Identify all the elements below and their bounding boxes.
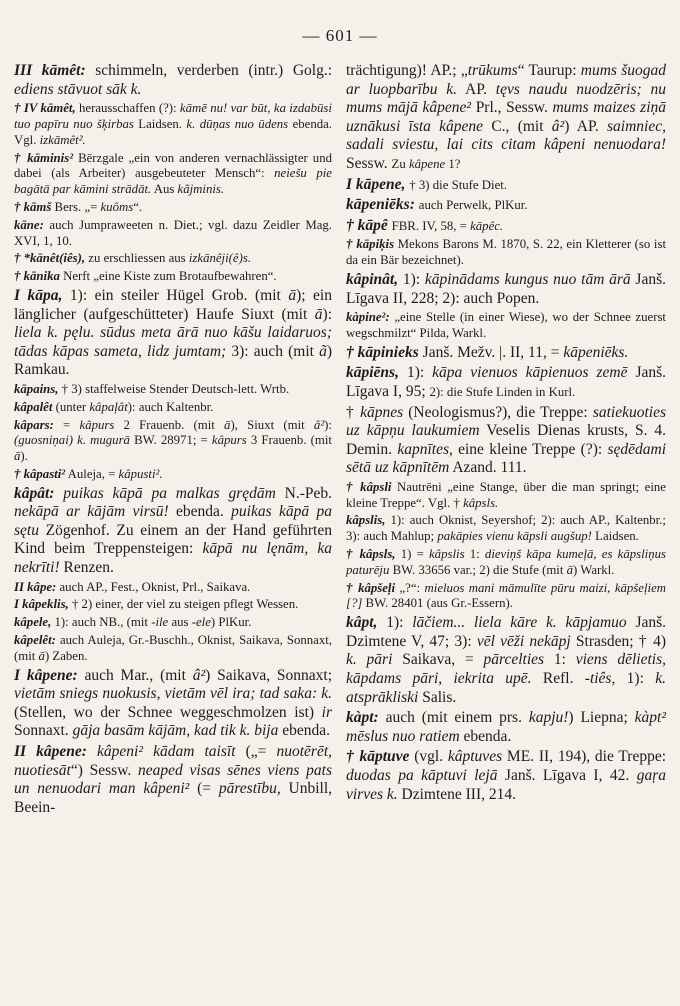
entry-example: satiekuoties uz kāpņu laukumiem	[346, 403, 666, 440]
entry-text: Refl.	[531, 670, 585, 688]
entry-example: pārcelties	[483, 651, 545, 669]
entry-text: (unter	[52, 399, 90, 414]
entry-headword: † *kānêt(iês),	[14, 251, 86, 266]
entry-headword: III kāmêt:	[14, 62, 86, 79]
entry-example: kapju!	[528, 709, 569, 727]
entry-example: kâpslis	[429, 547, 465, 562]
entry-text: Nerft „eine Kiste zum Brotaufbewahren“.	[59, 269, 277, 284]
entry-headword: † kâpsli	[346, 479, 392, 494]
entry-example: sędēdami sētā uz kāpnītēm	[346, 440, 666, 477]
entry-text: “.	[133, 199, 143, 214]
dictionary-entry	[346, 404, 666, 478]
entry-text: Sonnaxt.	[14, 722, 73, 740]
entry-headword: kâpele,	[14, 615, 52, 630]
entry-example: â²	[313, 417, 325, 432]
entry-example: viens dēlietis, kāpdams pāri, iekrita upē.	[346, 651, 667, 688]
entry-headword: † kānika	[14, 269, 60, 284]
entry-text: †	[346, 403, 361, 421]
entry-example: pārestību,	[218, 780, 281, 798]
entry-example: kâpsls.	[463, 495, 499, 510]
entry-example: kâpeni² kādam taisīt	[97, 743, 236, 761]
entry-text: Laidsen.	[133, 116, 187, 131]
entry-headword: kâpelêt:	[14, 633, 56, 648]
entry-text	[87, 743, 97, 760]
entry-example: â²	[551, 117, 565, 135]
entry-example: kāpeniēks.	[563, 343, 629, 361]
entry-text	[54, 485, 63, 502]
dictionary-entry	[14, 467, 332, 483]
entry-text: ):	[324, 417, 332, 432]
entry-text: Azand. 111.	[449, 459, 527, 477]
entry-text: Unbill, Beein-	[14, 780, 333, 816]
entry-example: trūkums	[467, 62, 518, 79]
entry-headword: II kâpene:	[14, 743, 87, 761]
entry-example: puikas kāpā pa malkas grędām	[63, 484, 276, 502]
entry-text: Saikava, =	[392, 651, 484, 669]
dictionary-entry	[14, 615, 332, 631]
dictionary-entry	[14, 251, 332, 267]
entry-text: ) Liepna;	[568, 709, 635, 727]
entry-headword: I kāpa,	[14, 286, 63, 304]
entry-text: 1) =	[395, 547, 429, 562]
dictionary-entry	[14, 382, 332, 398]
entry-example: mieluos mani māmulīte pūru maizi, kāpšeļiem [?]	[346, 580, 666, 611]
entry-headword: kàpt:	[346, 709, 379, 727]
entry-headword: † kāpinieks	[346, 343, 419, 361]
entry-example: liela k. pęlu. sūdus meta ārā nuo kāšu laidaruos; tādas kāpas sameta, lidz jumtam;	[14, 324, 332, 360]
entry-example: ã	[319, 342, 327, 360]
entry-example: ediens stāvuot sāk k.	[14, 80, 142, 98]
entry-example: izkānêji(ê)s.	[188, 251, 252, 266]
entry-text: 1):	[615, 670, 656, 688]
entry-example: dieviņš kāpa kumeļā, es kāpsliņus paturēju	[346, 547, 666, 577]
entry-example: lāčiem... liela kāre k. kāpjamuo	[412, 614, 627, 632]
entry-text: BW. 28971; =	[129, 433, 212, 448]
dictionary-entry	[14, 151, 332, 198]
entry-text: 1):	[398, 364, 433, 382]
dictionary-entry	[14, 269, 332, 285]
dictionary-entry	[14, 633, 332, 665]
entry-example: neiešu pie bagātā par kāmini strādāt.	[14, 166, 332, 197]
entry-headword: I kâpeklis,	[14, 597, 69, 612]
entry-note: Zu	[391, 156, 409, 171]
entry-text: (vgl.	[409, 748, 448, 766]
entry-text: trächtigung)! AP.; „	[346, 62, 468, 79]
entry-text: Dzimtene III, 214.	[397, 785, 517, 803]
entry-note: FBR. IV, 58, =	[391, 218, 471, 233]
entry-text: 1): auch Oknist, Seyershof; 2): auch AP., Kaltenbr.; 3): auch Mahlup;	[346, 513, 666, 544]
dictionary-entry	[346, 480, 666, 512]
entry-example: k. dūņas nuo ūdens	[186, 116, 289, 131]
entry-headword: kāpiēns,	[346, 364, 399, 382]
entry-text: auch Mar., (mit	[77, 666, 193, 684]
entry-headword: kâpt,	[346, 614, 378, 632]
entry-example: ā	[288, 286, 297, 304]
entry-note-italic: kâpene	[408, 156, 446, 171]
dictionary-entry	[14, 580, 332, 596]
entry-example: kāpa vienuos kāpienuos zemē	[432, 364, 628, 382]
entry-text: ebenda.	[168, 503, 232, 521]
entry-headword: II kâpe:	[14, 579, 57, 594]
entry-text: Renzen.	[59, 559, 114, 577]
dictionary-entry	[346, 217, 666, 236]
entry-text: auch Jumpraweeten n. Diet.; vgl. dazu Zeidler Mag. XVI, 1, 10.	[14, 217, 332, 248]
entry-example: mums maizes ziņā uznākusi īsta kâpene	[346, 99, 667, 135]
dictionary-entry	[14, 218, 332, 250]
entry-example: saimniec, sadali sviestu, lai cits citam kâpeni nenuodara!	[346, 117, 666, 154]
dictionary-entry	[14, 400, 332, 416]
entry-headword: kàpine²:	[346, 310, 390, 325]
entry-example: kāpnes	[360, 403, 404, 421]
entry-text: Janš. Mežv. |. II, 11, =	[418, 343, 564, 361]
entry-example: vietām sniegs nuokusis, vietām vēl ira; tad saka: k.	[14, 685, 332, 703]
entry-text: =	[53, 417, 80, 432]
entry-example: kuôms	[100, 199, 134, 214]
dictionary-entry	[346, 581, 666, 613]
entry-text: ).	[20, 449, 28, 464]
right-column	[346, 62, 666, 806]
entry-headword: † kāmš	[14, 199, 52, 214]
entry-example: -ile	[151, 615, 169, 630]
entry-headword: kāpeniēks:	[346, 196, 415, 214]
entry-text: Prl., Sessw.	[471, 99, 553, 117]
entry-example: tęvs naudu nuodzēris; nu mums mājā kâpene²	[346, 80, 666, 117]
dictionary-entry	[346, 748, 666, 804]
entry-text: (=	[189, 780, 219, 798]
entry-text: “ Taurup:	[517, 62, 581, 79]
entry-text: ) AP.	[564, 117, 608, 135]
entry-example: ā	[14, 449, 21, 464]
dictionary-entry	[346, 513, 666, 545]
dictionary-entry	[14, 62, 332, 99]
dictionary-entry	[14, 287, 332, 380]
entry-headword: I kâpene:	[14, 666, 78, 684]
entry-text: 1:	[464, 547, 485, 562]
entry-text: auch AP., Fest., Oknist, Prl., Saikava.	[56, 579, 251, 594]
entry-text: 1):	[398, 270, 425, 288]
entry-text: C., (mit	[483, 117, 552, 135]
entry-example: kapnītes,	[397, 440, 453, 458]
entry-text: BW. 33656 var.; 2) die Stufe (mit	[389, 562, 567, 577]
entry-example: ir	[321, 703, 332, 721]
entry-text: Aus	[151, 182, 178, 197]
entry-text: „?“:	[395, 580, 425, 595]
entry-example: gāja basām kājām, kad tik k. bija	[72, 722, 279, 740]
entry-text: 2 Frauenb. (mit	[114, 417, 225, 432]
entry-text: ) Zaben.	[44, 648, 88, 663]
entry-text: ME. II, 194), die Treppe:	[502, 748, 667, 766]
entry-text: Janš. Līgava I, 95;	[346, 364, 667, 400]
entry-example: k. pāri	[346, 651, 393, 669]
entry-example: kâptuves	[447, 748, 503, 766]
dictionary-entry	[346, 709, 666, 746]
entry-text: AP.	[457, 80, 496, 98]
entry-headword: † kāminis²	[14, 150, 74, 165]
entry-example: ā	[566, 562, 574, 577]
entry-example: pakāpies vienu kāpsli augšup!	[437, 529, 592, 544]
entry-example: kâpusti².	[118, 466, 163, 481]
entry-example: -tiês,	[584, 670, 616, 688]
entry-headword: † kâpsls,	[346, 547, 396, 562]
entry-note: auch Perwelk, PlKur.	[418, 198, 528, 213]
entry-text: BW. 28401 (aus Gr.-Essern).	[362, 596, 513, 611]
entry-note: 1?	[445, 156, 461, 171]
entry-text: “) Sessw.	[70, 761, 138, 779]
entry-text: ) Ramkau.	[14, 342, 333, 379]
entry-example: kāpinādams kungus nuo tām ārā	[424, 270, 631, 288]
entry-text: aus	[168, 615, 192, 630]
dictionary-entry	[346, 344, 666, 363]
entry-headword: † kāpê	[346, 216, 388, 234]
left-column	[14, 62, 332, 819]
entry-text: ):	[322, 305, 332, 323]
dictionary-entry	[346, 271, 666, 308]
entry-example: puikas kāpā pa sętu	[14, 503, 332, 539]
entry-text: zu erschliessen aus	[85, 251, 189, 266]
entry-headword: † kāpiķis	[346, 237, 395, 252]
entry-example: ā	[224, 417, 231, 432]
entry-text: (Neologismus?), die Treppe:	[403, 403, 593, 421]
entry-headword: kāpains,	[14, 381, 59, 396]
entry-example: ā	[314, 305, 323, 323]
entry-headword: I kāpene,	[346, 175, 406, 193]
entry-text: Mekons Barons M. 1870, S. 22, ein Kletterer (so ist da ein Bär bezeichnet).	[346, 237, 666, 268]
entry-text: Bers. „=	[51, 199, 101, 214]
entry-text: („=	[235, 743, 277, 761]
dictionary-entry	[346, 614, 666, 707]
entry-example: duodas pa kāptuvi lejā	[346, 767, 498, 784]
entry-example: izkāmêt².	[39, 132, 86, 147]
entry-example: kâpurs	[79, 417, 115, 432]
page-number: — 601 —	[302, 26, 378, 45]
entry-text: ebenda.	[459, 727, 512, 745]
entry-text: herausschaffen (?):	[75, 101, 180, 116]
entry-text: ebenda.	[278, 722, 330, 740]
entry-text: Laidsen.	[591, 529, 639, 544]
entry-headword: kâpars:	[14, 417, 54, 432]
entry-text: † 2) einer, der viel zu steigen pflegt Wessen.	[68, 597, 299, 612]
entry-text: „eine Stelle (in einer Wiese), wo der Schnee zuerst wegschmilzt“ Pilda, Warkl.	[346, 310, 666, 340]
entry-text: 1): ein steiler Hügel Grob. (mit	[62, 286, 289, 304]
entry-text: Nautrēni „eine Stange, über die man springt; eine kleine Treppe“. Vgl. †	[346, 479, 666, 510]
entry-text: Bērzgale „ein von anderen vernachlässigter und dabei (als Arbeiter) ausgebeuteter Mensch“:	[14, 150, 332, 181]
entry-text: (Stellen, wo der Schnee weggeschmolzen ist)	[14, 703, 322, 721]
entry-example: kâpurs	[211, 433, 247, 448]
entry-text: auch Auleja, Gr.-Buschh., Oknist, Saikava, Sonnaxt, (mit	[14, 633, 332, 663]
entry-headword: kāne:	[14, 217, 44, 232]
entry-text: Janš. Līgava I, 42.	[497, 767, 637, 784]
entry-text: 1):	[377, 614, 413, 632]
entry-text: ) PlKur.	[210, 615, 252, 630]
entry-example: ā	[38, 648, 45, 663]
entry-text: Janš. Dzimtene V, 47; 3):	[346, 614, 667, 650]
dictionary-entry	[14, 418, 332, 465]
entry-text: Strasden; † 4)	[570, 632, 666, 650]
entry-note: † 3) die Stufe Diet.	[409, 177, 508, 192]
entry-example: k. atsprākliski	[346, 670, 666, 706]
entry-text: schimmeln, verderben (intr.) Golg.:	[85, 62, 333, 79]
entry-text: 1:	[544, 651, 576, 669]
dictionary-entry	[14, 667, 332, 741]
entry-example: nuotērēt, nuotiesāt	[14, 743, 333, 779]
dictionary-entry	[346, 176, 666, 195]
dictionary-entry	[14, 597, 332, 613]
entry-example: neaped visas sēnes viens pats un nenuodari man kâpeni²	[14, 761, 332, 798]
entry-example: kāpā nu lęnām, ka nekrīti!	[14, 540, 332, 577]
entry-text: ) Warkl.	[573, 562, 615, 577]
entry-text: Veselis Dienas krusts, S. 4. Demin.	[346, 422, 667, 458]
entry-headword: kâpât:	[14, 484, 55, 502]
entry-text: Janš. Līgava II, 228; 2): auch Popen.	[346, 270, 667, 307]
entry-text: auch (mit einem prs.	[378, 709, 529, 727]
entry-text: ), Siuxt (mit	[230, 417, 314, 432]
entry-text: Salis.	[418, 688, 457, 706]
entry-example: (guosniņai) k. mugurā	[14, 433, 130, 448]
entry-headword: kâpslis,	[346, 513, 386, 528]
entry-note-italic: kāpêc.	[470, 218, 504, 233]
entry-headword: † kâpasti²	[14, 466, 66, 481]
entry-headword: † kâpšeļi	[346, 580, 396, 595]
dictionary-entry	[14, 485, 332, 578]
entry-text: † 3) staffelweise Stender Deutsch-lett. Wrtb.	[58, 381, 290, 396]
entry-example: kàpt² mēslus nuo ratiem	[346, 709, 666, 745]
entry-text: Sessw.	[346, 154, 392, 172]
entry-text: ebenda. Vgl.	[14, 116, 332, 147]
entry-text: Zögenhof. Zu einem an der Hand geführten Kind beim Treppensteigen:	[14, 521, 332, 558]
entry-example: kâpaļât	[89, 399, 128, 414]
entry-text: eine kleine Treppe (?):	[452, 440, 608, 458]
entry-text: ); ein länglicher (aufgeschütteter) Haufe Siuxt (mit	[14, 286, 332, 323]
dictionary-entry	[14, 200, 332, 216]
entry-example: kãjminis.	[177, 182, 225, 197]
dictionary-entry	[346, 364, 666, 401]
entry-text: ) Saikava, Sonnaxt;	[205, 666, 333, 684]
entry-text: Auleja, =	[65, 466, 119, 481]
entry-headword: kâpalêt	[14, 399, 53, 414]
entry-example: vēl vēži nekāpj	[476, 632, 571, 650]
dictionary-entry	[346, 310, 666, 342]
dictionary-entry	[346, 547, 666, 579]
entry-example: kāmē nu! var būt, ka izdabūsi tuo papīru nuo šķirbas	[14, 101, 332, 131]
entry-example: â²	[192, 666, 206, 684]
dictionary-entry	[346, 62, 666, 174]
entry-example: -ele	[191, 615, 211, 630]
entry-text: 3 Frauenb. (mit	[246, 433, 332, 448]
entry-headword: kâpinât,	[346, 270, 399, 288]
entry-example: gaŗa virves k.	[346, 767, 667, 803]
entry-text: 3): auch (mit	[226, 342, 320, 360]
entry-example: nekāpā ar kājām virsū!	[14, 503, 169, 521]
dictionary-entry	[346, 237, 666, 269]
entry-note: 2): die Stufe Linden in Kurl.	[429, 384, 576, 399]
dictionary-entry	[14, 101, 332, 148]
dictionary-entry	[14, 743, 332, 817]
entry-example: mums šuogad ar luopbarību k.	[346, 62, 667, 98]
dictionary-entry	[346, 196, 666, 215]
entry-headword: † kāptuve	[346, 748, 410, 766]
entry-text: N.-Peb.	[275, 484, 332, 502]
entry-text: ): auch Kaltenbr.	[127, 399, 214, 414]
entry-text: 1): auch NB., (mit	[51, 615, 152, 630]
entry-headword: † IV kāmêt,	[14, 101, 76, 116]
